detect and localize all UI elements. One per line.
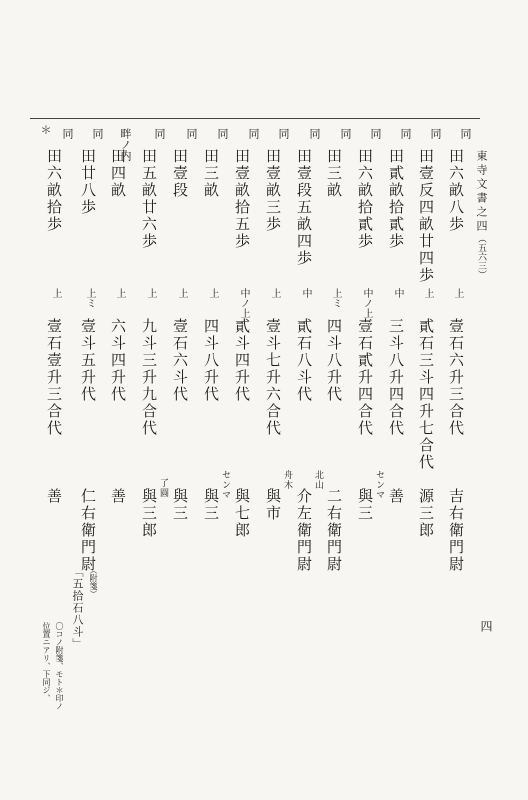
amount: 九斗三升九合代 (140, 318, 158, 437)
grade: 上ミ (84, 288, 95, 308)
grade: 中ノ上 (238, 288, 249, 318)
grade: 上ミ (330, 288, 341, 308)
holder: 吉右衛門尉 (447, 488, 465, 573)
holder: 與七郎 (233, 488, 251, 539)
ditto-mark: 同 (308, 128, 321, 139)
ditto-mark: 同 (369, 128, 382, 139)
amount: 六斗四升代 (109, 318, 127, 403)
header-title: 東寺文書之四 (475, 150, 488, 234)
field-area: 田廿八歩 (79, 148, 97, 216)
ditto-mark: 同 (277, 128, 290, 139)
page-number: 四 (479, 620, 493, 632)
holder: 善 (387, 488, 405, 505)
holder: 與三郎 (140, 488, 158, 539)
field-area: 田壹段五畝四歩 (295, 148, 313, 267)
holder: 善 (45, 488, 63, 505)
grade: 中ノ上 (361, 288, 372, 318)
amount: 壹斗五升代 (79, 318, 97, 403)
field-area: 田貳畝拾貳歩 (387, 148, 405, 250)
amount: 三斗八升四合代 (387, 318, 405, 437)
grade: 上 (452, 288, 463, 298)
grade: 上 (269, 288, 280, 298)
ditto-mark: 同 (61, 128, 74, 139)
ditto-mark: 同 (185, 128, 198, 139)
holder: 與三 (171, 488, 189, 522)
field-area: 田壹反四畝廿四歩 (417, 148, 435, 284)
top-rule (30, 118, 480, 119)
amount: 壹石六升三合代 (447, 318, 465, 437)
field-area: 田三畝 (202, 148, 220, 199)
amount: 壹石壹升三合代 (45, 318, 63, 437)
amount: 壹石六斗代 (171, 318, 189, 403)
furigana: センマ (220, 470, 230, 500)
field-area: 田六畝八歩 (447, 148, 465, 233)
field-area: 田五畝廿六歩 (140, 148, 158, 250)
holder: 與三 (202, 488, 220, 522)
holder: 仁右衛門尉 (79, 488, 97, 573)
holder: 善 (109, 488, 127, 505)
field-area: 田壹畝三歩 (264, 148, 282, 233)
amount: 壹石貳升四合代 (356, 318, 374, 437)
attached-note-text: 「五拾石八斗」 (71, 566, 84, 650)
grade: 上 (114, 288, 125, 298)
holder: 源三郎 (417, 488, 435, 539)
furigana: センマ (374, 470, 384, 500)
ditto-mark: 同 (339, 128, 352, 139)
editor-note-1: 〇コノ附箋、モト＊印ノ (55, 622, 64, 710)
ditto-mark: 同 (399, 128, 412, 139)
annotation-mark: 畔ノ内 (119, 128, 132, 161)
header-page-ref: （五六三） (476, 234, 486, 279)
grade: 上 (176, 288, 187, 298)
field-area: 田壹畝拾五歩 (233, 148, 251, 250)
side-note: 了圓 (158, 478, 168, 498)
ditto-mark: 同 (247, 128, 260, 139)
field-area: 田壹段 (171, 148, 189, 199)
ditto-mark: 同 (216, 128, 229, 139)
running-header (476, 150, 487, 279)
holder: 與市 (264, 488, 282, 522)
amount: 貳石八斗代 (295, 318, 313, 403)
side-note: 舟木 (282, 470, 292, 490)
amount: 壹斗七升六合代 (264, 318, 282, 437)
holder: 介左衛門尉 (295, 488, 313, 573)
holder: 二右衛門尉 (325, 488, 343, 573)
attached-note-label: （附箋） (89, 566, 98, 598)
ditto-mark: 同 (153, 128, 166, 139)
editor-note-2: 位置ニアリ、下同ジ、 (42, 622, 51, 702)
field-area: 田四畝 (109, 148, 127, 199)
amount: 貳斗四升代 (233, 318, 251, 403)
ditto-mark: 同 (459, 128, 472, 139)
grade: 中 (392, 288, 403, 298)
field-area: 田六畝拾貳歩 (356, 148, 374, 250)
side-note: 北山 (313, 470, 323, 490)
amount: 貳石三斗四升七合代 (417, 318, 435, 471)
grade: 上 (145, 288, 156, 298)
ditto-mark: 同 (91, 128, 104, 139)
grade: 上 (207, 288, 218, 298)
grade: 上 (50, 288, 61, 298)
ditto-mark: 同 (429, 128, 442, 139)
amount: 四斗八升代 (325, 318, 343, 403)
amount: 四斗八升代 (202, 318, 220, 403)
field-area: 田六畝拾歩 (45, 148, 63, 233)
holder: 與三 (356, 488, 374, 522)
grade: 中 (300, 288, 311, 298)
grade: 上 (422, 288, 433, 298)
field-area: 田三畝 (325, 148, 343, 199)
star-mark: ＊ (39, 124, 52, 135)
